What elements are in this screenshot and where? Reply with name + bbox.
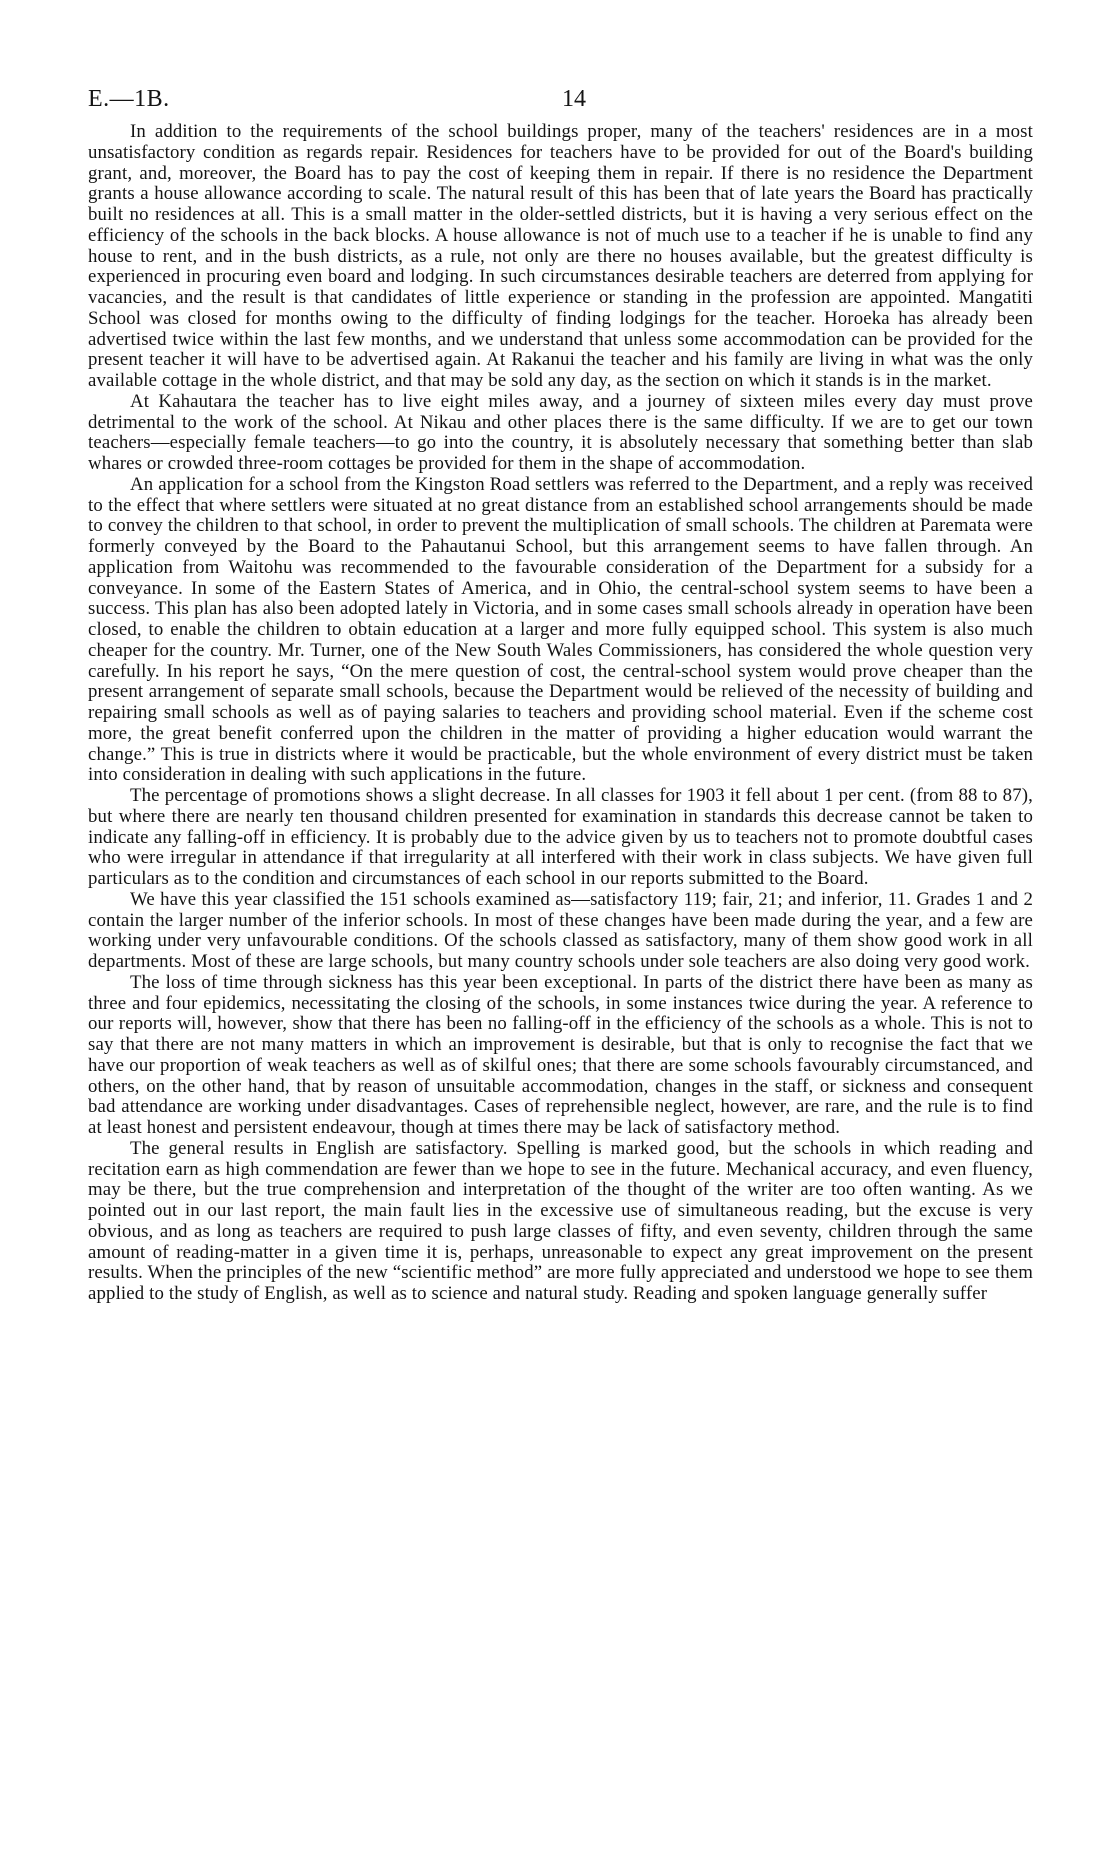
paragraph-school-classification: We have this year classified the 151 schools examined as—satisfactory 119; fair, 21; and inferior, 11. Grades 1 and 2 contain the larger number of the inferior schools. In most of these changes have been made during the year, and a few are working under very unfavourable conditions. Of the schools classed as satisfactory, many of them show good work in all departments. Most of these are large schools, but many country schools under sole teachers are also doing very good work.	[88, 888, 1033, 972]
paragraph-kahautara: At Kahautara the teacher has to live eight miles away, and a journey of sixteen miles every day must prove detrimental to the work of the school. At Nikau and other places there is the same difficulty. If we are to get our town teachers—especially female teachers—to go into the country, it is absolutely necessary that something better than slab whares or crowded three-room cottages be provided for them in the shape of accommodation.	[88, 390, 1033, 474]
page-number: 14	[562, 86, 586, 112]
paragraph-central-school-system: An application for a school from the Kingston Road settlers was referred to the Department, and a reply was received to the effect that where settlers were situated at no great distance from an established school arrangements should be made to convey the children to that school, in order to prevent the multiplication of small schools. The children at Paremata were formerly conveyed by the Board to the Pahautanui School, but this arrangement seems to have fallen through. An application from Waitohu was recommended to the favourable consideration of the Department for a subsidy for a conveyance. In some of the Eastern States of America, and in Ohio, the central-school system seems to have been a success. This plan has also been adopted lately in Victoria, and in some cases small schools already in operation have been closed, to enable the children to obtain education at a larger and more fully equipped school. This system is also much cheaper for the country. Mr. Turner, one of the New South Wales Commissioners, has considered the whole question very carefully. In his report he says, “On the mere question of cost, the central-school system would prove cheaper than the present arrangement of separate small schools, because the Department would be relieved of the necessity of building and repairing small schools as well as of paying salaries to teachers and providing school material. Even if the scheme cost more, the great benefit conferred upon the children in the matter of providing a higher education would warrant the change.” This is true in districts where it would be practicable, but the whole environment of every district must be taken into consideration in dealing with such applications in the future.	[88, 473, 1033, 786]
paragraph-sickness: The loss of time through sickness has this year been exceptional. In parts of the district there have been as many as three and four epidemics, necessitating the closing of the schools, in some instances twice during the year. A reference to our reports will, however, show that there has been no falling-off in the efficiency of the schools as a whole. This is not to say that there are not many matters in which an improvement is desirable, but that is only to recognise the fact that we have our proportion of weak teachers as well as of skilful ones; that there are some schools favourably circumstanced, and others, on the other hand, that by reason of unsuitable accommodation, changes in the staff, or sickness and consequent bad attendance are working under disadvantages. Cases of reprehensible neglect, however, are rare, and the rule is to find at least honest and persistent endeavour, though at times there may be lack of satisfactory method.	[88, 971, 1033, 1138]
running-header	[88, 86, 1033, 122]
paragraph-promotions: The percentage of promotions shows a slight decrease. In all classes for 1903 it fell about 1 per cent. (from 88 to 87), but where there are nearly ten thousand children presented for examination in standards this decrease cannot be taken to indicate any falling-off in efficiency. It is probably due to the advice given by us to teachers not to promote doubtful cases who were irregular in attendance if that irregularity at all interfered with their work in class subjects. We have given full particulars as to the condition and circumstances of each school in our reports submitted to the Board.	[88, 785, 1033, 889]
document-reference: E.—1B.	[88, 86, 170, 112]
paragraph-teachers-residences: In addition to the requirements of the school buildings proper, many of the teachers' residences are in a most unsatisfactory condition as regards repair. Residences for teachers have to be provided for out of the Board's building grant, and, moreover, the Board has to pay the cost of keeping them in repair. If there is no residence the Department grants a house allowance according to scale. The natural result of this has been that of late years the Board has practically built no residences at all. This is a small matter in the older-settled districts, but it is having a very serious effect on the efficiency of the schools in the back blocks. A house allowance is not of much use to a teacher if he is unable to find any house to rent, and in the bush districts, as a rule, not only are there no houses available, but the greatest difficulty is experienced in procuring even board and lodging. In such circumstances desirable teachers are deterred from applying for vacancies, and the result is that candidates of little experience or standing in the profession are appointed. Mangatiti School was closed for months owing to the difficulty of finding lodgings for the teacher. Horoeka has already been advertised twice within the last few months, and we understand that unless some accommodation can be provided for the present teacher it will have to be advertised again. At Rakanui the teacher and his family are living in what was the only available cottage in the whole district, and that may be sold any day, as the section on which it stands is in the market.	[88, 121, 1033, 391]
paragraph-english-results: The general results in English are satisfactory. Spelling is marked good, but the schools in which reading and recitation earn as high commendation are fewer than we hope to see in the future. Mechanical accuracy, and even fluency, may be there, but the true comprehension and interpretation of the thought of the writer are too often wanting. As we pointed out in our last report, the main fault lies in the excessive use of simultaneous reading, but the excuse is very obvious, and as long as teachers are required to push large classes of fifty, and even seventy, children through the same amount of reading-matter in a given time it is, perhaps, unreasonable to expect any great improvement on the present results. When the principles of the new “scientific method” are more fully appreciated and understood we hope to see them applied to the study of English, as well as to science and natural study. Reading and spoken language generally suffer	[88, 1137, 1033, 1304]
body-text	[88, 122, 1033, 1305]
document-page	[88, 86, 1033, 1305]
